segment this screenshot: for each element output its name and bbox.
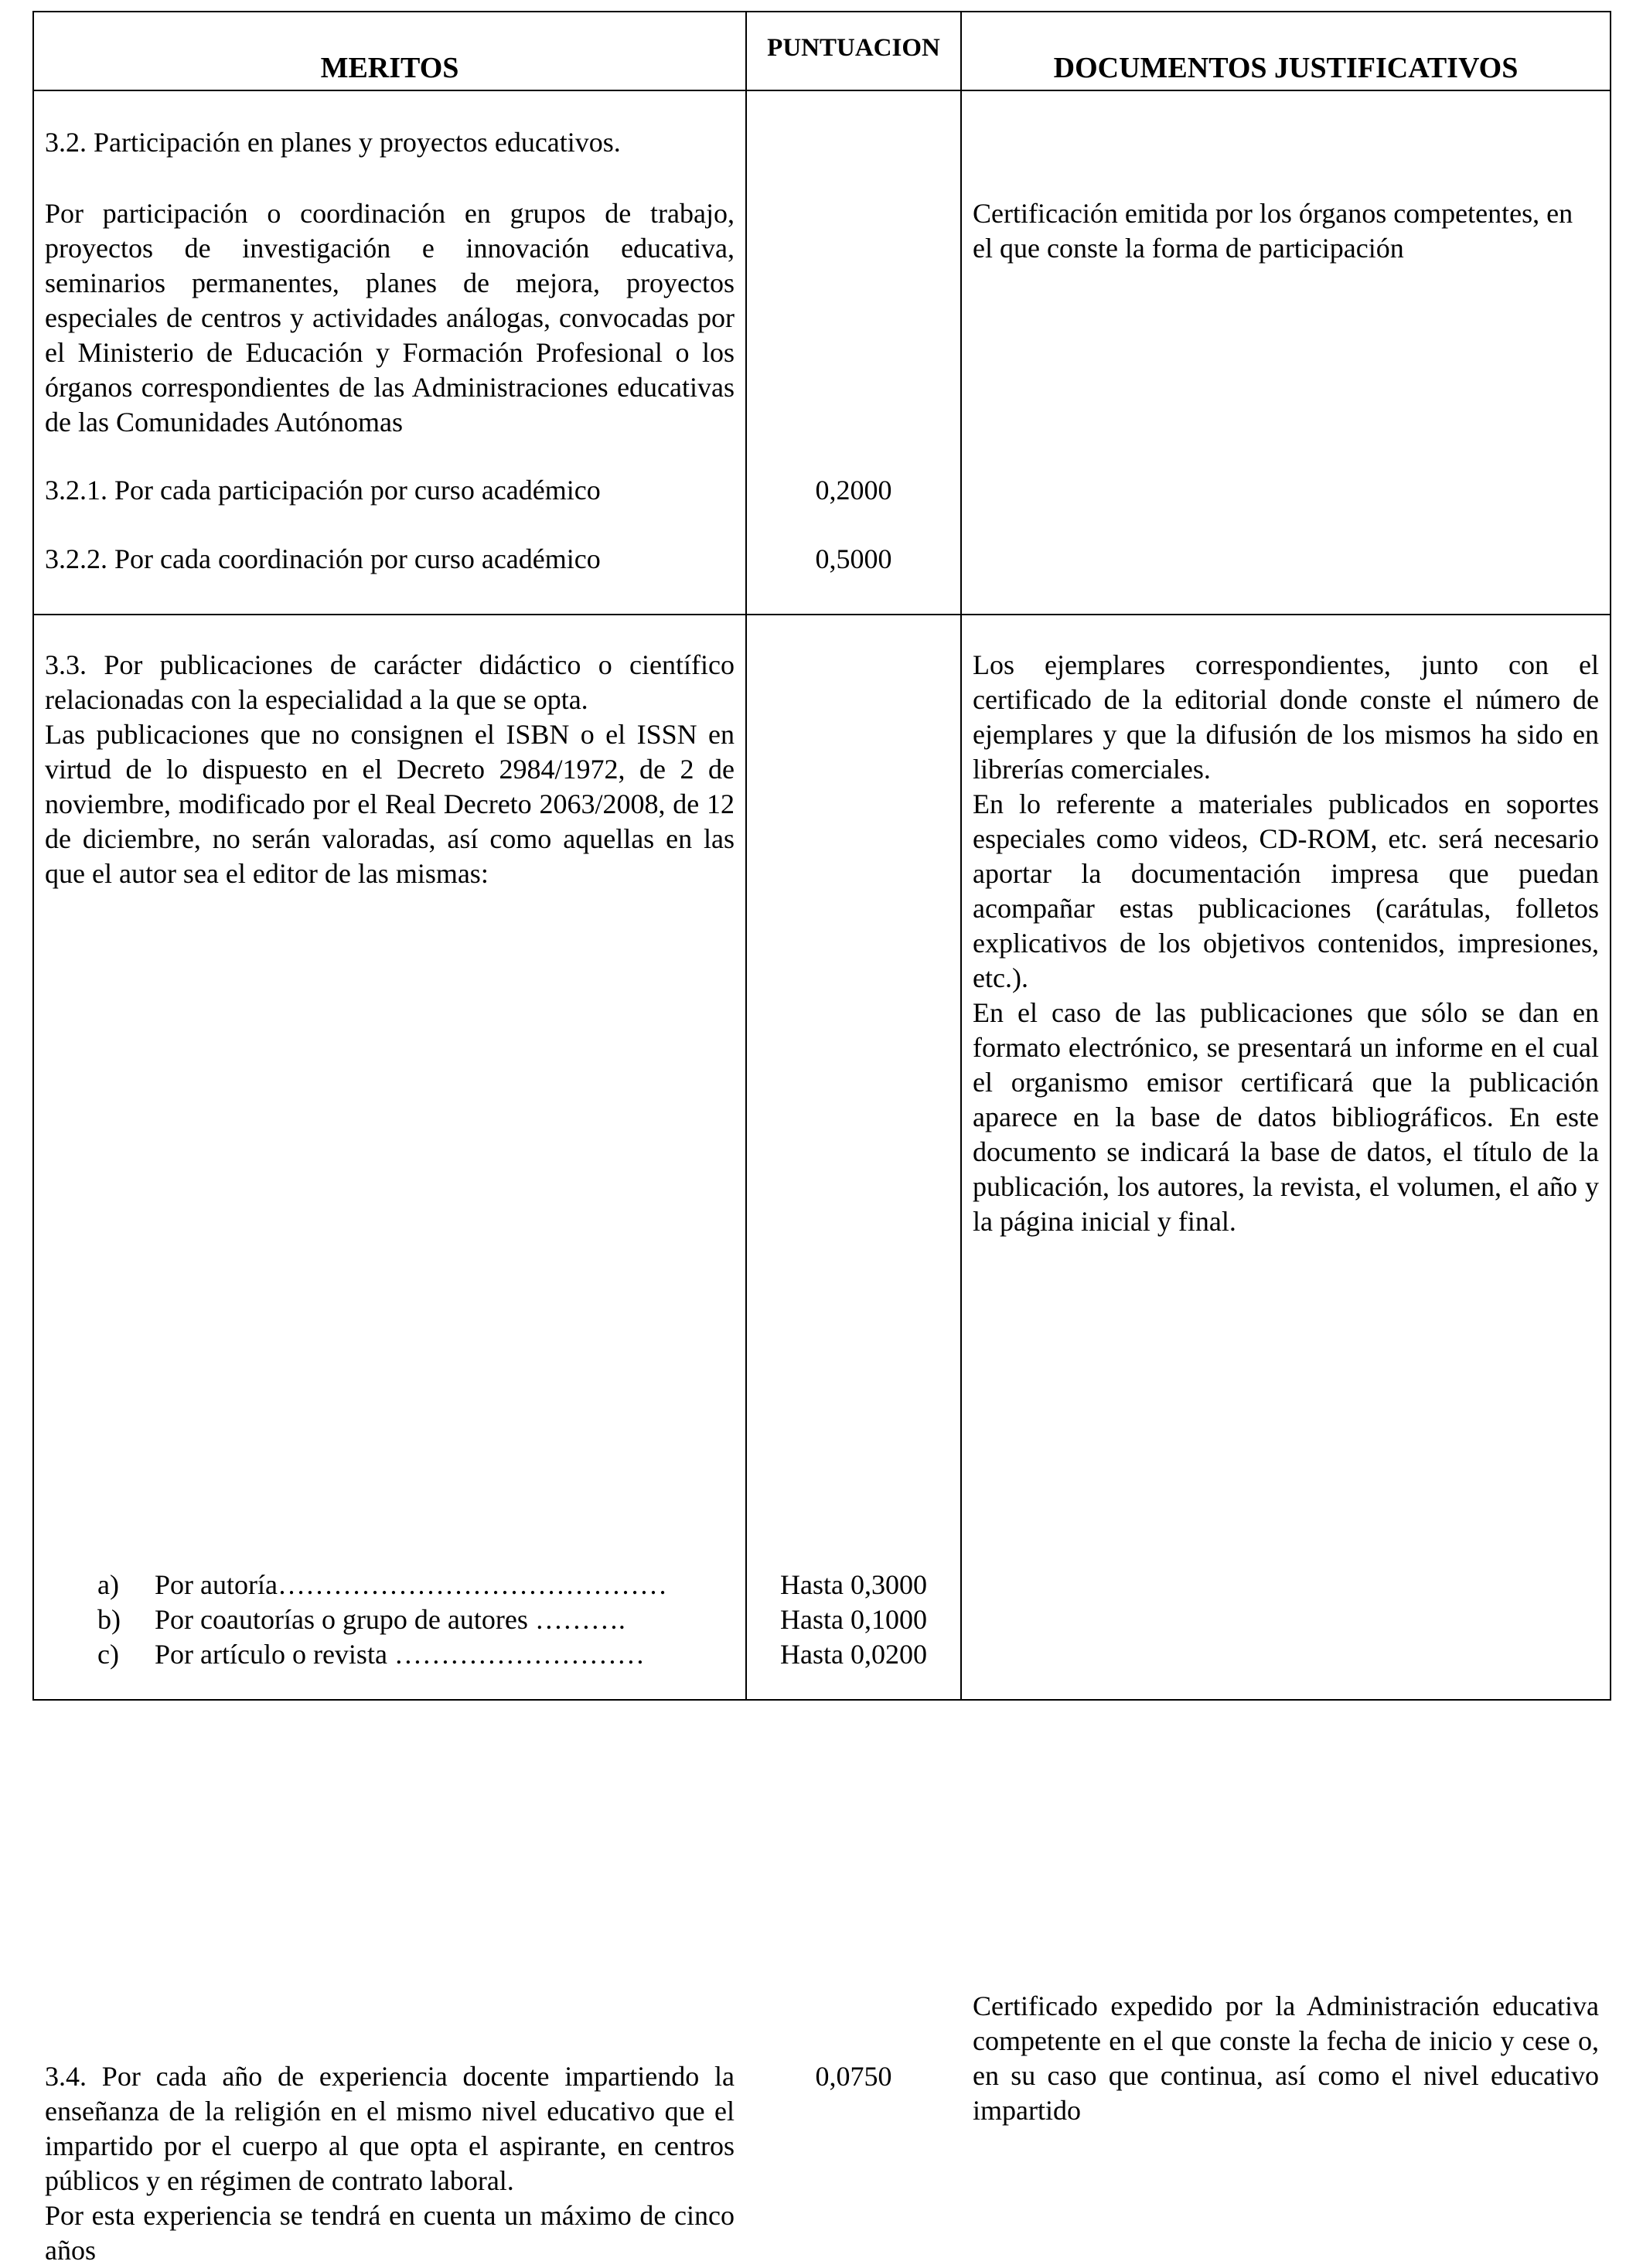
table-row-3-3-3-4 xyxy=(33,615,1611,1700)
cell-meritos-3-2 xyxy=(33,90,746,615)
section-3-4-description-2: Por esta experiencia se tendrá en cuenta un máximo de cinco años xyxy=(45,2200,735,2266)
section-3-3-description xyxy=(45,648,735,891)
section-3-4-documents: Certificado expedido por la Administración educativa competente en el que conste la fecha de inicio y cese o, en su caso que continua, así como el nivel educativo impartido xyxy=(973,1990,1599,2126)
list-item-score-coautorias: Hasta 0,1000 xyxy=(780,1604,927,1635)
list-item-label: Por autoría…………………………………… xyxy=(155,1569,667,1600)
meritos-table xyxy=(32,11,1611,2266)
list-item-letter: b) xyxy=(97,1604,121,1635)
table-row-3-2 xyxy=(33,90,1611,615)
list-item-score-articulo: Hasta 0,0200 xyxy=(780,1639,927,1670)
header-documentos: DOCUMENTOS JUSTIFICATIVOS xyxy=(961,12,1611,90)
list-item-score-autoria: Hasta 0,3000 xyxy=(780,1569,927,1600)
section-3-4-description xyxy=(45,2059,735,2268)
cell-meritos-3-3 xyxy=(33,615,746,2266)
section-3-2-1-score: 0,2000 xyxy=(815,475,892,506)
list-item-letter: a) xyxy=(97,1569,119,1600)
list-item-label: Por coautorías o grupo de autores ………. xyxy=(155,1604,625,1635)
section-3-3-documents xyxy=(973,648,1599,1239)
section-3-2-description: Por participación o coordinación en grupos de trabajo, proyectos de investigación e innovación educativa, seminarios permanentes, planes de mejora, proyectos especiales de centros y actividades análogas, convocadas por el Ministerio de Educación y Formación Profesional o los órganos correspondientes de las Administraciones educativas de las Comunidades Autónomas xyxy=(45,198,735,438)
list-item-autoria xyxy=(97,1568,667,1602)
cell-puntuacion-3-3 xyxy=(746,615,961,2092)
header-puntuacion: PUNTUACION xyxy=(746,12,961,90)
section-3-3-documents-3: En el caso de las publicaciones que sólo se dan en formato electrónico, se presentará un informe en el cual el organismo emisor certificará que la publicación aparece en la base de datos bibliográficos. En este documento se indicará la base de datos, el título de la publicación, los autores, la revista, el volumen, el año y la página inicial y final. xyxy=(973,997,1599,1237)
section-3-3-documents-2: En lo referente a materiales publicados en soportes especiales como videos, CD-ROM, etc. será necesario aportar la documentación impresa que puedan acompañar estas publicaciones (carátulas, folletos explicativos de los objetivos contenidos, impresiones, etc.). xyxy=(973,788,1599,993)
section-3-2-title: 3.2. Participación en planes y proyectos educativos. xyxy=(45,127,621,158)
cell-documentos-3-2 xyxy=(961,90,1611,615)
list-item-label: Por artículo o revista ……………………… xyxy=(155,1639,645,1670)
section-3-2-2-score: 0,5000 xyxy=(815,543,892,574)
section-3-2-1-label: 3.2.1. Por cada participación por curso académico xyxy=(45,475,601,506)
header-meritos: MERITOS xyxy=(33,12,746,90)
section-3-3-description-paragraph: 3.3. Por publicaciones de carácter didáctico o científico relacionadas con la especialidad a la que se opta. xyxy=(45,649,735,715)
section-3-2-2-label: 3.2.2. Por cada coordinación por curso académico xyxy=(45,543,601,574)
list-item-coautorias xyxy=(97,1602,625,1637)
cell-documentos-3-3 xyxy=(961,615,1611,2126)
list-item-letter: c) xyxy=(97,1639,119,1670)
section-3-4-description-1: 3.4. Por cada año de experiencia docente impartiendo la enseñanza de la religión en el mismo nivel educativo que el impartido por el cuerpo al que opta el aspirante, en centros públicos y en régimen de contrato laboral. xyxy=(45,2061,735,2196)
section-3-2-documents: Certificación emitida por los órganos competentes, en el que conste la forma de participación xyxy=(973,198,1573,264)
section-3-4-score: 0,0750 xyxy=(815,2061,892,2092)
table-header-row xyxy=(33,12,1611,90)
section-3-3-documents-1: Los ejemplares correspondientes, junto con el certificado de la editorial donde conste el número de ejemplares y que la difusión de los mismos ha sido en librerías comerciales. xyxy=(973,649,1599,785)
section-3-3-description-paragraph: Las publicaciones que no consignen el ISBN o el ISSN en virtud de lo dispuesto en el Decreto 2984/1972, de 2 de noviembre, modificado por el Real Decreto 2063/2008, de 12 de diciembre, no serán valoradas, así como aquellas en las que el autor sea el editor de las mismas: xyxy=(45,719,735,889)
cell-puntuacion-3-2 xyxy=(746,90,961,615)
list-item-articulo xyxy=(97,1637,645,1672)
